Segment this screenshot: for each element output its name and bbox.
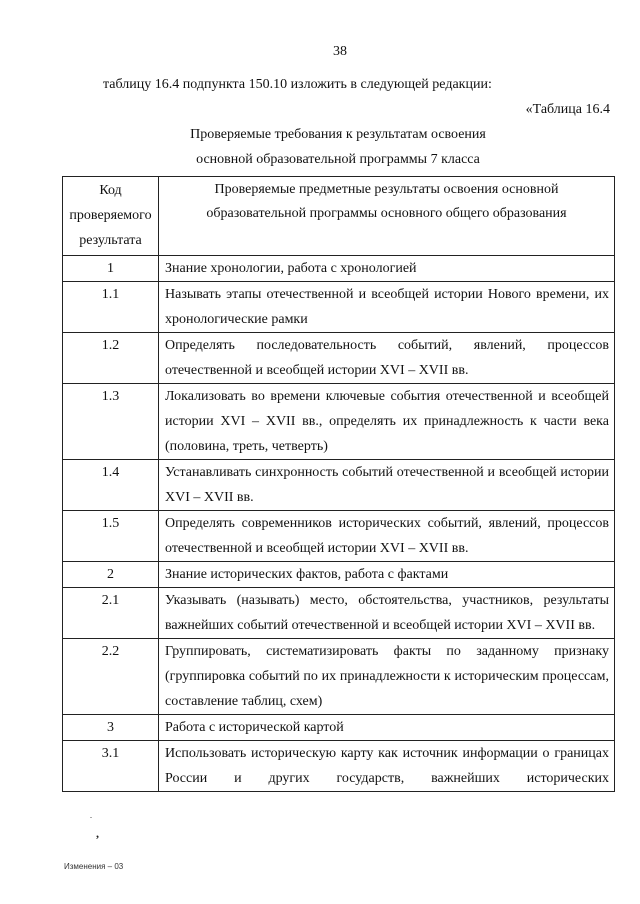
- result-cell: Знание хронологии, работа с хронологией: [159, 256, 615, 282]
- table-row: [63, 741, 615, 792]
- result-cell: Указывать (называть) место, обстоятельства, участников, результаты важнейших событий отечественной и всеобщей истории XVI – XVII вв.: [159, 588, 615, 639]
- code-cell: 2: [63, 562, 159, 588]
- table-row: [63, 333, 615, 384]
- code-cell: 2.1: [63, 588, 159, 639]
- code-cell: 1.3: [63, 384, 159, 460]
- result-cell: Локализовать во времени ключевые события отечественной и всеобщей истории XVI – XVII вв., определять их принадлежность к части века (половина, треть, четверть): [159, 384, 615, 460]
- requirements-table: [62, 176, 615, 792]
- result-cell: Устанавливать синхронность событий отечественной и всеобщей истории XVI – XVII вв.: [159, 460, 615, 511]
- result-cell: Группировать, систематизировать факты по заданному признаку (группировка событий по их принадлежности к историческим процессам, составление таблиц, схем): [159, 639, 615, 715]
- table-reference: «Таблица 16.4: [525, 102, 610, 117]
- result-cell: Знание исторических фактов, работа с фактами: [159, 562, 615, 588]
- result-cell: Называть этапы отечественной и всеобщей истории Нового времени, их хронологические рамки: [159, 282, 615, 333]
- table-row: [63, 588, 615, 639]
- table-row: [63, 256, 615, 282]
- header-code-line: Код: [99, 183, 122, 198]
- header-text-cell: Проверяемые предметные результаты освоения основной образовательной программы основного общего образования: [159, 177, 615, 256]
- page-number: 38: [333, 44, 347, 59]
- footer-revision-note: Изменения – 03: [64, 862, 124, 871]
- stray-comma-mark: ,: [96, 826, 99, 840]
- code-cell: 1: [63, 256, 159, 282]
- code-cell: 2.2: [63, 639, 159, 715]
- table-row: [63, 639, 615, 715]
- stray-dot-mark: .: [90, 811, 92, 820]
- intro-paragraph: таблицу 16.4 подпункта 150.10 изложить в следующей редакции:: [103, 77, 492, 92]
- code-cell: 1.4: [63, 460, 159, 511]
- table-row: [63, 384, 615, 460]
- code-cell: 1.1: [63, 282, 159, 333]
- code-cell: 1.5: [63, 511, 159, 562]
- table-title-line-1: Проверяемые требования к результатам освоения: [190, 127, 486, 142]
- result-cell: Определять последовательность событий, явлений, процессов отечественной и всеобщей истории XVI – XVII вв.: [159, 333, 615, 384]
- table-row: [63, 460, 615, 511]
- table-row: [63, 282, 615, 333]
- header-code-cell: [63, 177, 159, 256]
- table-row: [63, 511, 615, 562]
- header-code-line: результата: [79, 233, 142, 248]
- table-row: [63, 715, 615, 741]
- result-cell: Работа с исторической картой: [159, 715, 615, 741]
- table-header-row: [63, 177, 615, 256]
- table-row: [63, 562, 615, 588]
- table-title-line-2: основной образовательной программы 7 класса: [196, 152, 480, 167]
- result-cell: Использовать историческую карту как источник информации о границах России и других государств, важнейших исторических: [159, 741, 615, 792]
- code-cell: 1.2: [63, 333, 159, 384]
- code-cell: 3.1: [63, 741, 159, 792]
- result-cell: Определять современников исторических событий, явлений, процессов отечественной и всеобщей истории XVI – XVII вв.: [159, 511, 615, 562]
- header-code-line: проверяемого: [69, 208, 152, 223]
- code-cell: 3: [63, 715, 159, 741]
